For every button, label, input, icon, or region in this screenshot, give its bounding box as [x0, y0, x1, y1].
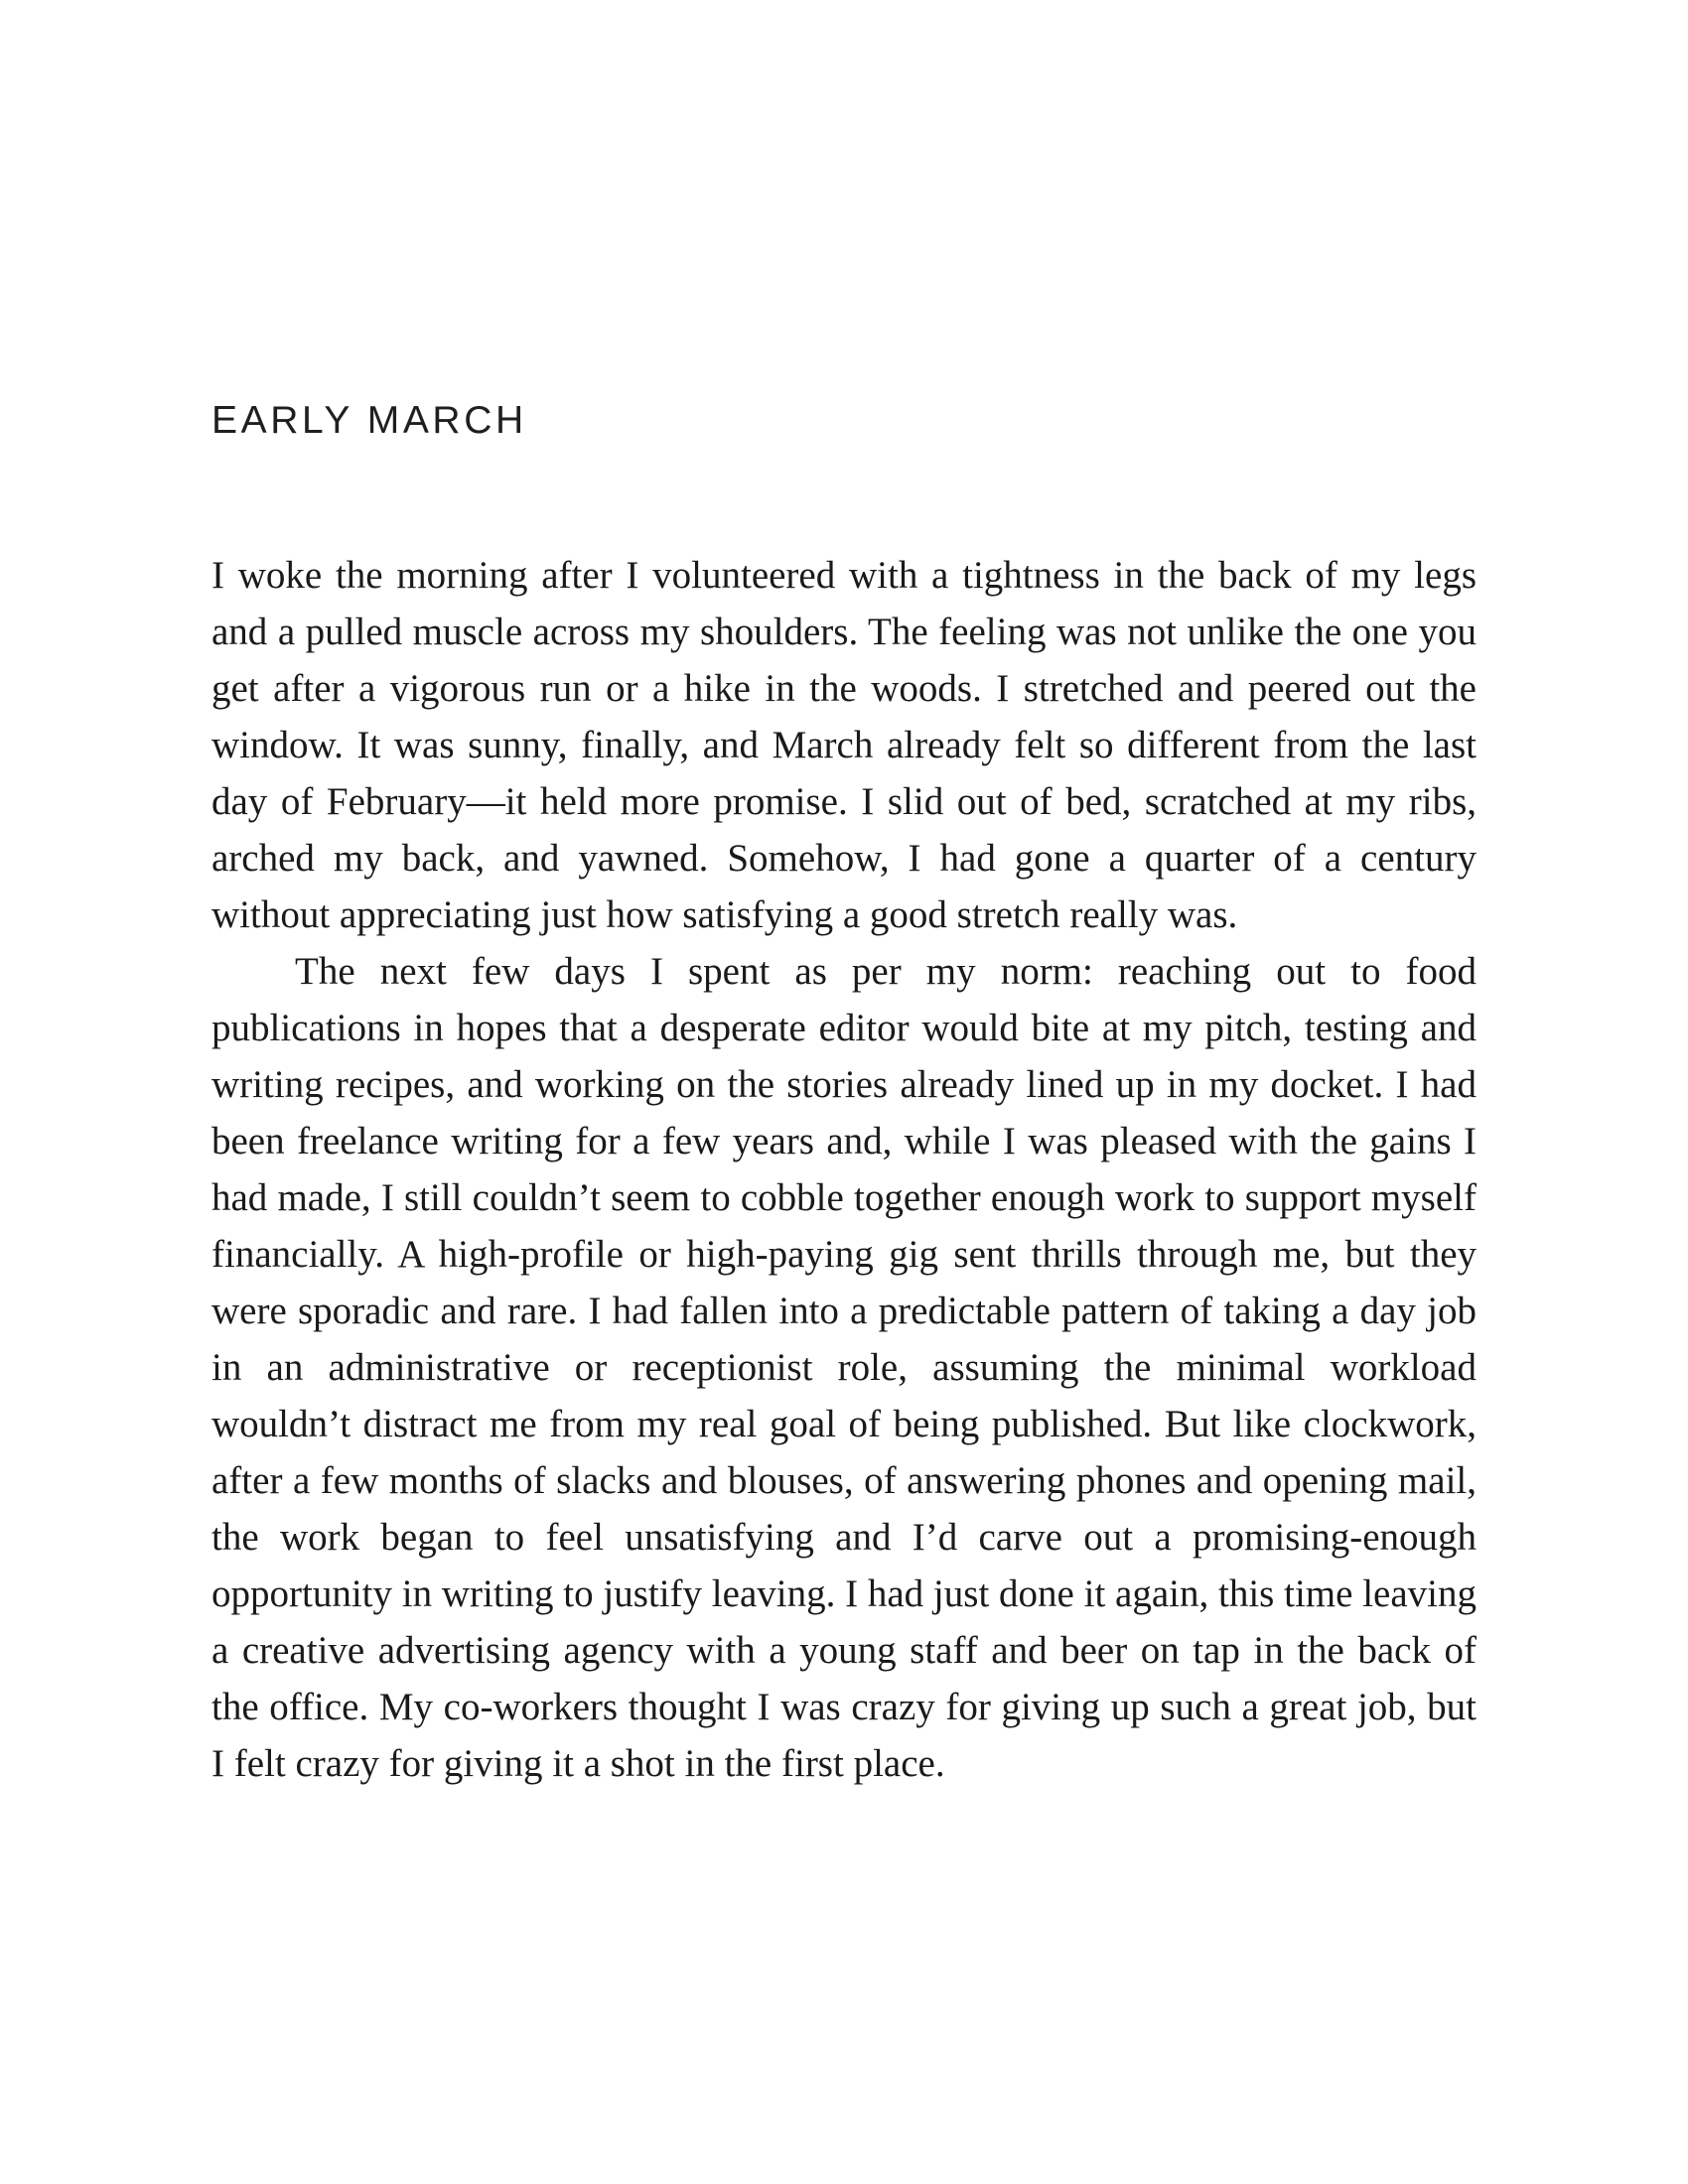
chapter-body	[211, 547, 1477, 1792]
paragraph: The next few days I spent as per my norm: reaching out to food publications in hopes that a desperate editor would bite at my pitch, testing and writing recipes, and working on the stories already lined up in my docket. I had been freelance writing for a few years and, while I was pleased with the gains I had made, I still couldn’t seem to cobble together enough work to support myself financially. A high-profile or high-paying gig sent thrills through me, but they were sporadic and rare. I had fallen into a predictable pattern of taking a day job in an administrative or receptionist role, assuming the minimal workload wouldn’t distract me from my real goal of being published. But like clockwork, after a few months of slacks and blouses, of answering phones and opening mail, the work began to feel unsatisfying and I’d carve out a promising-enough opportunity in writing to justify leaving. I had just done it again, this time leaving a creative advertising agency with a young staff and beer on tap in the back of the office. My co-workers thought I was crazy for giving up such a great job, but I felt crazy for giving it a shot in the first place.	[211, 950, 1477, 1785]
paragraph: I woke the morning after I volunteered with a tightness in the back of my legs and a pulled muscle across my shoulders. The feeling was not unlike the one you get after a vigorous run or a hike in the woods. I stretched and peered out the window. It was sunny, finally, and March already felt so different from the last day of February—it held more promise. I slid out of bed, scratched at my ribs, arched my back, and yawned. Somehow, I had gone a quarter of a century without appreciating just how satisfying a good stretch really was.	[211, 554, 1477, 936]
book-page	[211, 401, 1477, 1792]
chapter-title: EARLY MARCH	[211, 399, 527, 442]
